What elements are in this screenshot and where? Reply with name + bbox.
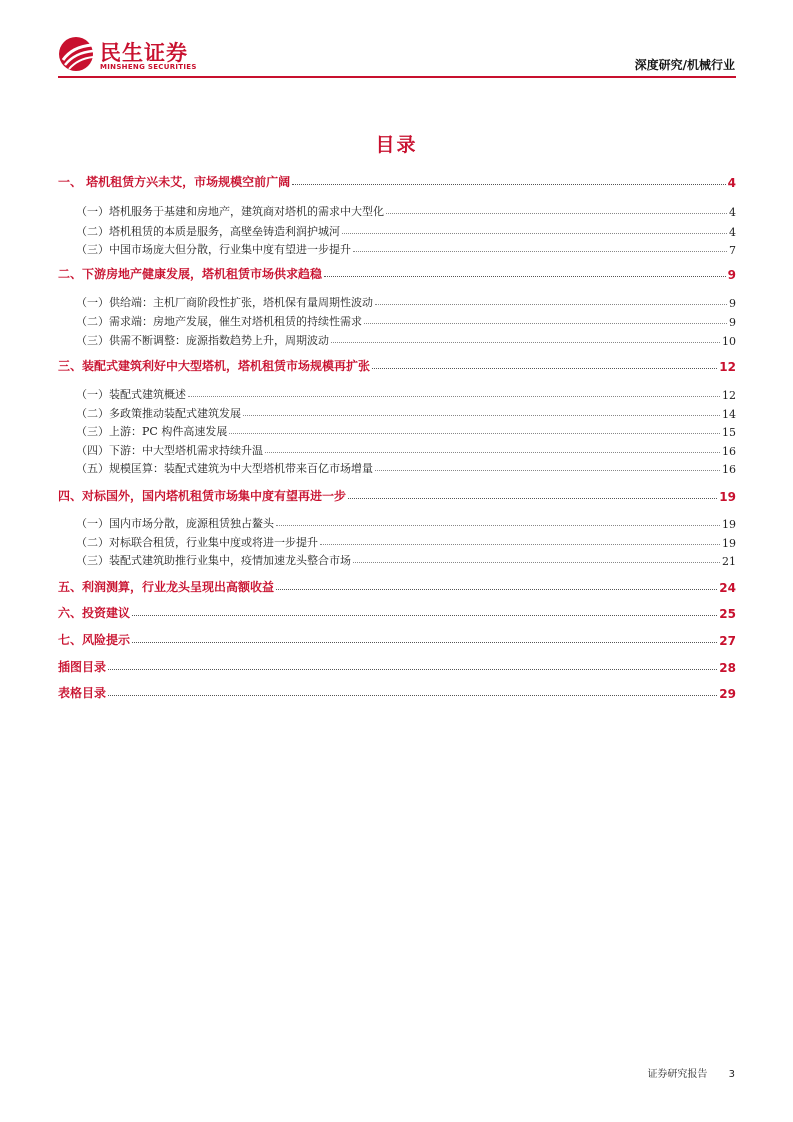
toc-section-entry[interactable]: [58, 419, 736, 439]
toc-section-entry[interactable]: [58, 328, 736, 348]
toc-section-entry[interactable]: [58, 438, 736, 458]
toc-entry-title: 表格目录: [58, 686, 107, 700]
toc-chapter-entry[interactable]: [58, 484, 736, 504]
toc-dot-leader: [243, 414, 720, 416]
toc-section-entry[interactable]: [58, 219, 736, 239]
toc-dot-leader: [108, 694, 717, 696]
toc-entry-title: （二）需求端：房地产发展，催生对塔机租赁的持续性需求: [76, 315, 362, 328]
toc-entry-page: 27: [719, 634, 736, 648]
toc-dot-leader: [342, 232, 727, 234]
toc-dot-leader: [108, 668, 717, 670]
toc-entry-title: （五）规模匡算：装配式建筑为中大型塔机带来百亿市场增量: [76, 462, 373, 475]
toc-entry-title: （一）装配式建筑概述: [76, 388, 186, 401]
toc-chapter-entry[interactable]: [58, 681, 736, 701]
toc-chapter-entry[interactable]: [58, 601, 736, 621]
toc-entry-page: 10: [722, 335, 736, 348]
toc-entry-title: （三）装配式建筑助推行业集中，疫情加速龙头整合市场: [76, 554, 351, 567]
toc-entry-page: 12: [722, 389, 736, 402]
header-divider: [58, 76, 736, 78]
report-type: 深度研究/机械行业: [634, 58, 735, 72]
toc-entry-title: （二）对标联合租赁，行业集中度或将进一步提升: [76, 536, 318, 549]
toc-section-entry[interactable]: [58, 199, 736, 219]
toc-title: 目录: [375, 134, 418, 156]
toc-entry-title: 二、下游房地产健康发展，塔机租赁市场供求趋稳: [58, 267, 323, 281]
toc-entry-title: 五、利润测算，行业龙头呈现出高额收益: [58, 580, 275, 594]
toc-entry-title: （三）供需不断调整：庞源指数趋势上升，周期波动: [76, 334, 329, 347]
toc-entry-page: 16: [722, 445, 736, 458]
toc-entry-title: 一、 塔机租赁方兴未艾，市场规模空前广阔: [58, 175, 291, 189]
toc-section-entry[interactable]: [58, 401, 736, 421]
toc-entry-page: 7: [729, 244, 736, 257]
toc-entry-title: 七、风险提示: [58, 633, 131, 647]
toc-entry-title: （一）国内市场分散，庞源租赁独占鳌头: [76, 517, 274, 530]
toc-entry-title: （四）下游：中大型塔机需求持续升温: [76, 444, 263, 457]
toc-entry-page: 25: [719, 607, 736, 621]
toc-entry-page: 24: [719, 581, 736, 595]
toc-dot-leader: [320, 543, 720, 545]
toc-dot-leader: [353, 561, 720, 563]
toc-chapter-entry[interactable]: [58, 354, 736, 374]
toc-entry-title: （二）多政策推动装配式建筑发展: [76, 407, 241, 420]
toc-entry-page: 12: [719, 360, 736, 374]
toc-dot-leader: [265, 451, 720, 453]
toc-entry-title: （二）塔机租赁的本质是服务，高壁垒铸造利润护城河: [76, 225, 340, 238]
toc-dot-leader: [276, 588, 717, 590]
toc-entry-page: 16: [722, 463, 736, 476]
toc-dot-leader: [375, 303, 727, 305]
toc-section-entry[interactable]: [58, 511, 736, 531]
toc-chapter-entry[interactable]: [58, 628, 736, 648]
toc-entry-title: （三）上游：PC 构件高速发展: [76, 425, 228, 438]
toc-entry-page: 21: [722, 555, 736, 568]
toc-section-entry[interactable]: [58, 237, 736, 257]
toc-entry-page: 15: [722, 426, 736, 439]
toc-dot-leader: [386, 212, 727, 214]
toc-section-entry[interactable]: [58, 530, 736, 550]
footer-label: 证券研究报告: [647, 1069, 708, 1080]
toc-dot-leader: [132, 614, 717, 616]
toc-entry-title: （一）供给端：主机厂商阶段性扩张，塔机保有量周期性波动: [76, 296, 373, 309]
toc-entry-title: 插图目录: [58, 660, 107, 674]
toc-section-entry[interactable]: [58, 382, 736, 402]
toc-dot-leader: [372, 367, 717, 369]
toc-entry-page: 4: [729, 226, 736, 239]
toc-entry-title: （三）中国市场庞大但分散，行业集中度有望进一步提升: [76, 243, 351, 256]
toc-dot-leader: [276, 524, 720, 526]
toc-entry-page: 4: [727, 176, 736, 190]
toc-section-entry[interactable]: [58, 290, 736, 310]
toc-dot-leader: [132, 641, 717, 643]
toc-entry-title: 六、投资建议: [58, 606, 131, 620]
footer-page-number: 3: [728, 1069, 735, 1080]
page-footer: [647, 1065, 735, 1080]
toc-entry-page: 4: [729, 206, 736, 219]
company-logo: [58, 36, 228, 76]
toc-entry-title: 三、装配式建筑利好中大型塔机，塔机租赁市场规模再扩张: [58, 359, 371, 373]
toc-entry-title: （一）塔机服务于基建和房地产，建筑商对塔机的需求中大型化: [76, 205, 384, 218]
logo-english-name: MINSHENG SECURITIES: [100, 63, 197, 71]
toc-dot-leader: [331, 341, 720, 343]
toc-section-entry[interactable]: [58, 548, 736, 568]
toc-entry-title: 四、对标国外，国内塔机租赁市场集中度有望再进一步: [58, 489, 347, 503]
toc-section-entry[interactable]: [58, 456, 736, 476]
toc-chapter-entry[interactable]: [58, 575, 736, 595]
toc-entry-page: 28: [719, 661, 736, 675]
toc-entry-page: 9: [727, 268, 736, 282]
toc-entry-page: 29: [719, 687, 736, 701]
toc-entry-page: 14: [722, 408, 736, 421]
toc-dot-leader: [188, 395, 720, 397]
toc-entry-page: 19: [722, 537, 736, 550]
toc-dot-leader: [353, 250, 727, 252]
toc-dot-leader: [292, 183, 725, 185]
toc-chapter-entry[interactable]: [58, 170, 736, 190]
toc-chapter-entry[interactable]: [58, 655, 736, 675]
toc-entry-page: 19: [722, 518, 736, 531]
toc-dot-leader: [364, 322, 727, 324]
toc-dot-leader: [348, 497, 717, 499]
minsheng-logo-icon: [58, 36, 96, 72]
toc-entry-page: 9: [729, 297, 736, 310]
logo-chinese-name: 民生证券: [100, 41, 188, 65]
toc-dot-leader: [324, 275, 726, 277]
toc-entry-page: 19: [719, 490, 736, 504]
toc-chapter-entry[interactable]: [58, 262, 736, 282]
toc-dot-leader: [375, 469, 720, 471]
toc-entry-page: 9: [729, 316, 736, 329]
page-header: [0, 0, 793, 80]
toc-section-entry[interactable]: [58, 309, 736, 329]
toc-dot-leader: [229, 432, 720, 434]
